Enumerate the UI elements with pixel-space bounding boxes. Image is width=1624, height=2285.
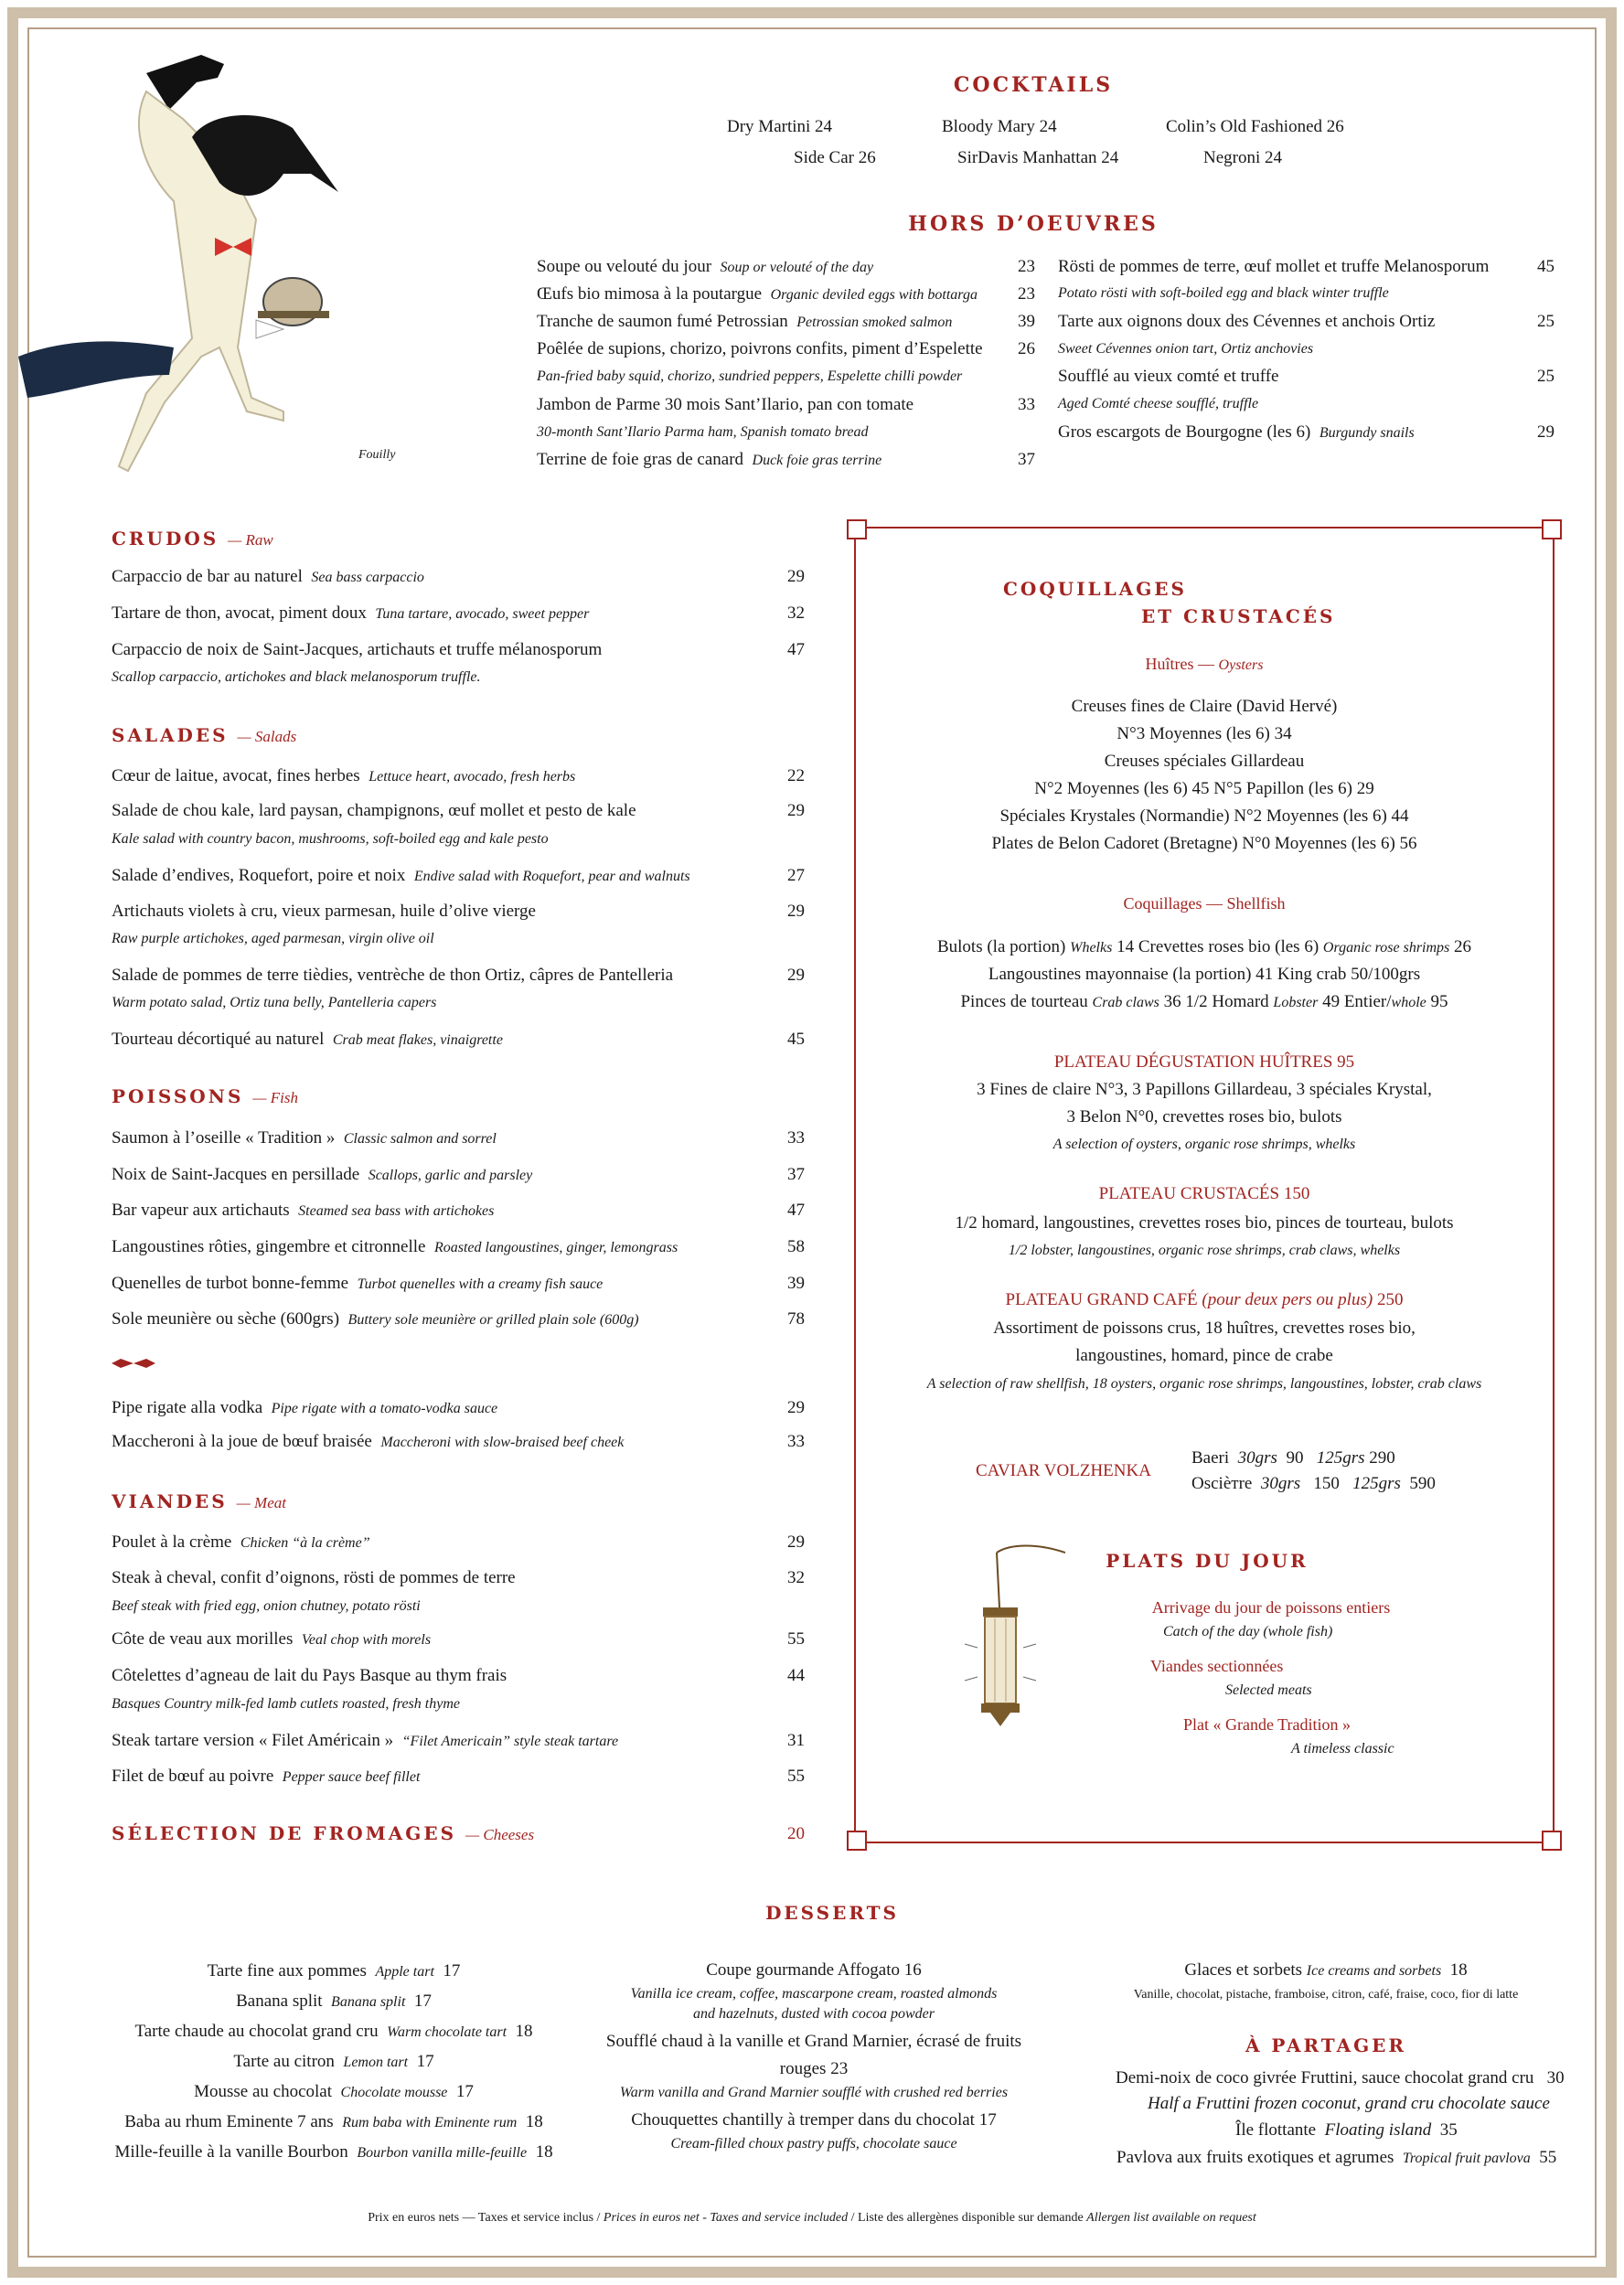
menu-price: 33: [787, 1128, 805, 1148]
plat-desc: A timeless classic: [1291, 1741, 1394, 1756]
box-corner: [1542, 519, 1562, 539]
dessert-item: Baba au rhum Eminente 7 ans Rum baba with Eminente rum 18: [124, 2112, 543, 2131]
menu-item: Soupe ou velouté du jour Soup or velouté of the day: [537, 257, 874, 276]
plat-item: Arrivage du jour de poissons entiers: [1151, 1598, 1391, 1617]
menu-price: 31: [787, 1731, 805, 1750]
menu-price: 27: [787, 866, 805, 885]
box-corner: [847, 1831, 867, 1851]
desserts-title: DESSERTS: [765, 1902, 899, 1924]
menu-item: Saumon à l’oseille « Tradition » Classic salmon and sorrel: [112, 1128, 497, 1148]
menu-item: Tranche de saumon fumé Petrossian Petrossian smoked salmon: [537, 312, 953, 331]
plateau-line: Assortiment de poissons crus, 18 huîtres, crevettes roses bio,: [993, 1319, 1416, 1338]
menu-item: Steak tartare version « Filet Américain » “Filet Americain” style steak tartare: [112, 1731, 619, 1750]
plateau-title: PLATEAU CRUSTACÉS 150: [1098, 1184, 1310, 1203]
ornament-divider: [112, 1357, 155, 1370]
dessert-item: Soufflé chaud à la vanille et Grand Marnier, écrasé de fruits rouges 23: [605, 2032, 1022, 2078]
menu-item: Langoustines rôties, gingembre et citronnelle Roasted langoustines, ginger, lemongrass: [112, 1237, 678, 1256]
menu-item-desc: Beef steak with fried egg, onion chutney, potato rösti: [112, 1598, 421, 1614]
menu-price: 47: [787, 640, 805, 659]
dessert-item: Mousse au chocolat Chocolate mousse 17: [194, 2082, 474, 2101]
desserts-col-1: [55, 1957, 613, 2168]
menu-item: Tarte aux oignons doux des Cévennes et anchois Ortiz: [1058, 312, 1436, 331]
dessert-desc: Warm vanilla and Grand Marnier soufflé with crushed red berries: [619, 2085, 1009, 2100]
oyster-line: Creuses spéciales Gillardeau: [1104, 752, 1305, 771]
menu-price: 25: [1537, 367, 1555, 386]
menu-item-desc: Pan-fried baby squid, chorizo, sundried peppers, Espelette chilli powder: [537, 368, 963, 384]
dessert-item: Coupe gourmande Affogato 16: [706, 1960, 922, 1980]
menu-item: Côtelettes d’agneau de lait du Pays Basque au thym frais: [112, 1666, 508, 1685]
lantern-illustration: [956, 1543, 1065, 1745]
cocktail-item: SirDavis Manhattan 24: [957, 148, 1119, 167]
shellfish-line: Pinces de tourteau Crab claws 36 1/2 Homard Lobster 49 Entier/whole 95: [960, 992, 1448, 1011]
menu-item: Terrine de foie gras de canard Duck foie gras terrine: [537, 450, 882, 469]
menu-price: 29: [787, 1398, 805, 1417]
menu-price: 25: [1537, 312, 1555, 331]
plateau-title: PLATEAU GRAND CAFÉ (pour deux pers ou plus) 250: [1005, 1290, 1404, 1309]
salades-title: SALADES — Salads: [112, 724, 297, 746]
menu-price: 32: [787, 1568, 805, 1587]
menu-price: 26: [1018, 339, 1035, 358]
menu-price: 29: [787, 966, 805, 985]
menu-item: Artichauts violets à cru, vieux parmesan, huile d’olive vierge: [112, 902, 536, 921]
menu-price: 44: [787, 1666, 805, 1685]
menu-item: Œufs bio mimosa à la poutargue Organic deviled eggs with bottarga: [537, 284, 978, 304]
plateau-desc: 1/2 lobster, langoustines, organic rose shrimps, crab claws, whelks: [1008, 1243, 1401, 1258]
shellfish-line: Bulots (la portion) Whelks 14 Crevettes roses bio (les 6) Organic rose shrimps 26: [936, 937, 1472, 956]
menu-item: Carpaccio de noix de Saint-Jacques, artichauts et truffe mélanosporum: [112, 640, 603, 659]
coquillages-title: COQUILLAGES: [1003, 578, 1187, 600]
menu-item-desc: Warm potato salad, Ortiz tuna belly, Pantelleria capers: [112, 995, 437, 1010]
cocktail-item: Bloody Mary 24: [942, 117, 1057, 136]
caviar-title: CAVIAR VOLZHENKA: [976, 1461, 1151, 1480]
menu-item: Rösti de pommes de terre, œuf mollet et truffe Melanosporum: [1058, 257, 1490, 276]
dessert-desc: Half a Fruttini frozen coconut, grand cru chocolate sauce: [1148, 2094, 1550, 2113]
menu-item: Sole meunière ou sèche (600grs) Buttery sole meunière or grilled plain sole (600g): [112, 1309, 639, 1329]
menu-item: Quenelles de turbot bonne-femme Turbot quenelles with a creamy fish sauce: [112, 1274, 604, 1293]
crow-waiter-illustration: [9, 37, 430, 485]
menu-price: 29: [787, 567, 805, 586]
dessert-desc: Vanille, chocolat, pistache, framboise, citron, café, fraise, coco, fior di latte: [1133, 1988, 1519, 2002]
menu-price: 23: [1018, 257, 1035, 276]
crustaces-title: ET CRUSTACÉS: [1141, 605, 1336, 627]
menu-item: Bar vapeur aux artichauts Steamed sea bass with artichokes: [112, 1201, 495, 1220]
cocktails-title: COCKTAILS: [953, 73, 1114, 97]
desserts-col-3: [1079, 1957, 1573, 2005]
dessert-item: Glaces et sorbets Ice creams and sorbets 18: [1184, 1960, 1468, 1980]
menu-item-desc: Basques Country milk-fed lamb cutlets roasted, fresh thyme: [112, 1696, 460, 1712]
menu-item: Tourteau décortiqué au naturel Crab meat flakes, vinaigrette: [112, 1030, 503, 1049]
caviar-line: Oscièтre 30grs 150 125grs 590: [1191, 1474, 1436, 1493]
plats-du-jour-title: PLATS DU JOUR: [1106, 1550, 1309, 1572]
plat-desc: Selected meats: [1225, 1682, 1312, 1698]
menu-price: 55: [787, 1767, 805, 1786]
oyster-line: Spéciales Krystales (Normandie) N°2 Moyennes (les 6) 44: [999, 806, 1409, 826]
dessert-desc: Cream-filled choux pastry puffs, chocolate sauce: [670, 2136, 957, 2152]
menu-item: Poêlée de supions, chorizo, poivrons confits, piment d’Espelette: [537, 339, 983, 358]
menu-price: 23: [1018, 284, 1035, 304]
oyster-line: Creuses fines de Claire (David Hervé): [1071, 697, 1338, 716]
menu-item-desc: Kale salad with country bacon, mushrooms, soft-boiled egg and kale pesto: [112, 831, 549, 847]
dessert-desc: and hazelnuts, dusted with cocoa powder: [693, 2006, 935, 2022]
menu-item-desc: Raw purple artichokes, aged parmesan, virgin olive oil: [112, 931, 434, 946]
menu-item: Salade d’endives, Roquefort, poire et noix Endive salad with Roquefort, pear and walnuts: [112, 866, 690, 885]
menu-item: Gros escargots de Bourgogne (les 6) Burgundy snails: [1058, 422, 1415, 442]
a-partager-title: À PARTAGER: [1245, 2034, 1407, 2056]
menu-price: 37: [787, 1165, 805, 1184]
dessert-item: Demi-noix de coco givrée Fruttini, sauce chocolat grand cru 30: [1116, 2068, 1565, 2087]
menu-item: Steak à cheval, confit d’oignons, rösti de pommes de terre: [112, 1568, 516, 1587]
menu-price: 29: [787, 902, 805, 921]
cocktail-item: Side Car 26: [794, 148, 876, 167]
menu-price: 20: [787, 1824, 805, 1843]
plateau-line: 3 Belon N°0, crevettes roses bio, bulots: [1066, 1107, 1342, 1126]
menu-price: 22: [787, 766, 805, 785]
hors-doeuvres-title: HORS D’OEUVRES: [908, 212, 1159, 236]
cocktail-item: Negroni 24: [1203, 148, 1283, 167]
huitres-title: Huîtres — Oysters: [1145, 655, 1264, 673]
crudos-title: CRUDOS — Raw: [112, 528, 273, 550]
menu-item-desc: Scallop carpaccio, artichokes and black melanosporum truffle.: [112, 669, 481, 685]
menu-price: 45: [1537, 257, 1555, 276]
signature: Fouilly: [358, 448, 396, 462]
menu-item: Tartare de thon, avocat, piment doux Tuna tartare, avocado, sweet pepper: [112, 603, 590, 623]
plat-desc: Catch of the day (whole fish): [1163, 1624, 1333, 1639]
oyster-line: Plates de Belon Cadoret (Bretagne) N°0 Moyennes (les 6) 56: [991, 834, 1417, 853]
menu-price: 58: [787, 1237, 805, 1256]
menu-item-desc: Sweet Cévennes onion tart, Ortiz anchovies: [1058, 341, 1314, 357]
menu-price: 55: [787, 1629, 805, 1649]
shellfish-title: Coquillages — Shellfish: [1123, 894, 1286, 913]
menu-price: 33: [1018, 395, 1035, 414]
dessert-item: Mille-feuille à la vanille Bourbon Bourbon vanilla mille-feuille 18: [114, 2142, 553, 2162]
desserts-col-2: [585, 1957, 1042, 2154]
poissons-title: POISSONS — Fish: [112, 1085, 298, 1107]
menu-item: Salade de pommes de terre tièdies, ventrèche de thon Ortiz, câpres de Pantelleria: [112, 966, 674, 985]
menu-price: 29: [787, 801, 805, 820]
menu-item-desc: 30-month Sant’Ilario Parma ham, Spanish tomato bread: [537, 424, 869, 440]
plat-item: Viandes sectionnées: [1150, 1657, 1284, 1675]
menu-item: Pipe rigate alla vodka Pipe rigate with a tomato-vodka sauce: [112, 1398, 498, 1417]
menu-price: 45: [787, 1030, 805, 1049]
menu-item-desc: Aged Comté cheese soufflé, truffle: [1058, 396, 1259, 411]
menu-price: 47: [787, 1201, 805, 1220]
menu-price: 32: [787, 603, 805, 623]
menu-price: 78: [787, 1309, 805, 1329]
menu-item-desc: Potato rösti with soft-boiled egg and black winter truffle: [1058, 285, 1389, 301]
shellfish-line: Langoustines mayonnaise (la portion) 41 King crab 50/100grs: [988, 965, 1421, 984]
menu-item: Carpaccio de bar au naturel Sea bass carpaccio: [112, 567, 424, 586]
dessert-desc: Vanilla ice cream, coffee, mascarpone cream, roasted almonds: [630, 1986, 998, 2002]
plat-item: Plat « Grande Tradition »: [1183, 1715, 1351, 1734]
dessert-item: Tarte au citron Lemon tart 17: [233, 2052, 434, 2071]
oyster-line: N°2 Moyennes (les 6) 45 N°5 Papillon (les 6) 29: [1034, 779, 1374, 798]
dessert-item: Pavlova aux fruits exotiques et agrumes Tropical fruit pavlova 55: [1116, 2148, 1557, 2167]
menu-item: Salade de chou kale, lard paysan, champignons, œuf mollet et pesto de kale: [112, 801, 636, 820]
cocktail-item: Colin’s Old Fashioned 26: [1166, 117, 1344, 136]
cocktail-item: Dry Martini 24: [727, 117, 833, 136]
dessert-item: Tarte fine aux pommes Apple tart 17: [207, 1961, 461, 1981]
menu-item: Cœur de laitue, avocat, fines herbes Lettuce heart, avocado, fresh herbs: [112, 766, 576, 785]
viandes-title: VIANDES — Meat: [112, 1490, 286, 1512]
menu-item: Maccheroni à la joue de bœuf braisée Maccheroni with slow-braised beef cheek: [112, 1432, 625, 1451]
caviar-line: Baeri 30grs 90 125grs 290: [1191, 1448, 1395, 1468]
menu-price: 39: [787, 1274, 805, 1293]
dessert-item: Banana split Banana split 17: [236, 1991, 432, 2011]
plateau-line: langoustines, homard, pince de crabe: [1075, 1346, 1333, 1365]
plateau-desc: A selection of raw shellfish, 18 oysters, organic rose shrimps, langoustines, lobster, crab claws: [926, 1376, 1482, 1392]
plateau-line: 1/2 homard, langoustines, crevettes roses bio, pinces de tourteau, bulots: [955, 1213, 1454, 1233]
menu-price: 37: [1018, 450, 1035, 469]
menu-item: Côte de veau aux morilles Veal chop with morels: [112, 1629, 432, 1649]
plateau-line: 3 Fines de claire N°3, 3 Papillons Gillardeau, 3 spéciales Krystal,: [977, 1080, 1432, 1099]
box-corner: [1542, 1831, 1562, 1851]
menu-item: Soufflé au vieux comté et truffe: [1058, 367, 1279, 386]
menu-item: Noix de Saint-Jacques en persillade Scallops, garlic and parsley: [112, 1165, 533, 1184]
plateau-title: PLATEAU DÉGUSTATION HUÎTRES 95: [1053, 1052, 1355, 1072]
dessert-item: Tarte chaude au chocolat grand cru Warm chocolate tart 18: [134, 2022, 533, 2041]
box-corner: [847, 519, 867, 539]
oyster-line: N°3 Moyennes (les 6) 34: [1116, 724, 1292, 743]
dessert-item: Île flottante Floating island 35: [1235, 2120, 1458, 2140]
dessert-item: Chouquettes chantilly à tremper dans du chocolat 17: [631, 2110, 997, 2130]
menu-price: 29: [787, 1532, 805, 1552]
menu-item: Poulet à la crème Chicken “à la crème”: [112, 1532, 370, 1552]
menu-price: 33: [787, 1432, 805, 1451]
fromages-title: SÉLECTION DE FROMAGES — Cheeses: [112, 1822, 535, 1844]
menu-price: 39: [1018, 312, 1035, 331]
footer-note: Prix en euros nets — Taxes et service inclus / Prices in euros net - Taxes and service included / Liste des allergènes disponible sur demande Allergen list available on request: [368, 2211, 1256, 2225]
menu-item: Jambon de Parme 30 mois Sant’Ilario, pan con tomate: [537, 395, 914, 414]
plateau-desc: A selection of oysters, organic rose shrimps, whelks: [1052, 1137, 1356, 1152]
menu-price: 29: [1537, 422, 1555, 442]
menu-item: Filet de bœuf au poivre Pepper sauce beef fillet: [112, 1767, 421, 1786]
